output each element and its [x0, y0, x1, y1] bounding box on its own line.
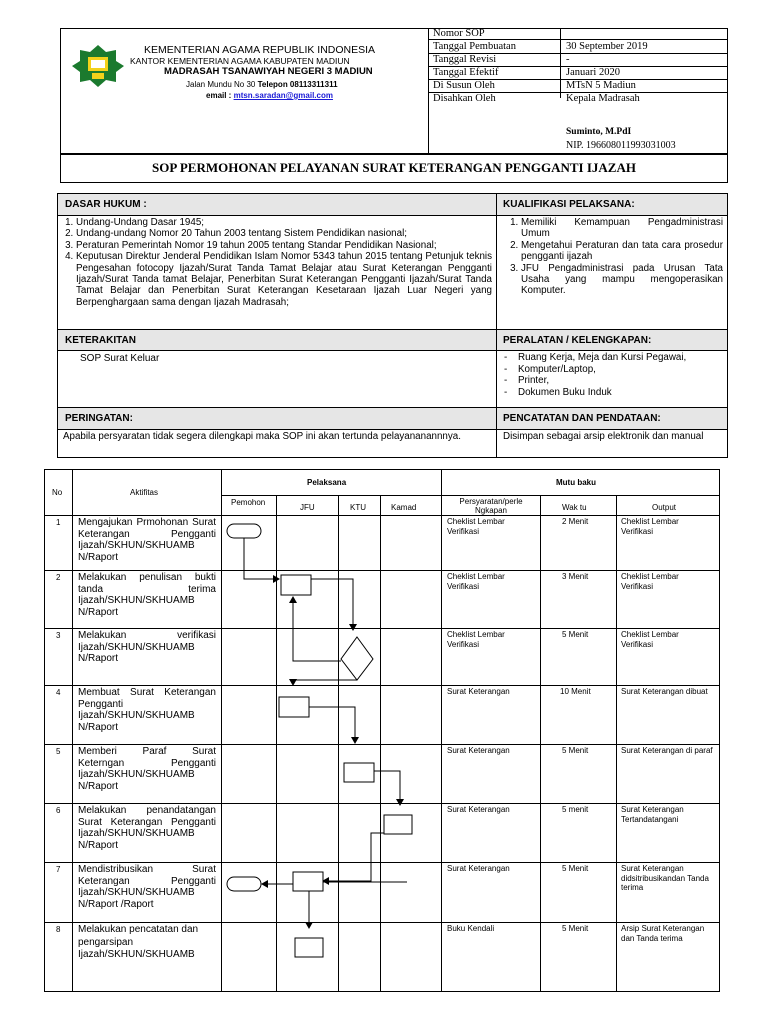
row-output: Arsip Surat Keterangan dan Tanda terima: [621, 924, 705, 943]
meta-value-pembuatan: 30 September 2019: [566, 41, 648, 52]
flow-end-terminator: [227, 877, 261, 891]
peralatan-heading: PERALATAN / KELENGKAPAN:: [503, 335, 652, 346]
keterakitan-text: SOP Surat Keluar: [80, 353, 160, 364]
row-output: Cheklist Lembar Verifikasi: [621, 517, 679, 536]
meta-label-nomor: Nomor SOP: [433, 28, 485, 39]
row-aktifitas: Mendistribusikan Surat Keterangan Pengganti Ijazah/SKHUN/SKHUAMB N/Raport /Raport: [78, 864, 216, 910]
col-header-mutu: Mutu baku: [556, 478, 596, 487]
kualifikasi-heading: KUALIFIKASI PELAKSANA:: [503, 199, 635, 210]
row-persyaratan: Cheklist Lembar Verifikasi: [447, 630, 505, 649]
row-output: Surat Keterangan didsitribusikandan Tanda terima: [621, 864, 709, 892]
school-name: MADRASAH TSANAWIYAH NEGERI 3 MADIUN: [164, 66, 373, 77]
kualifikasi-item: 3. JFU Pengadministrasi pada Urusan Tata Usaha yang mampu mengoperasikan Komputer.: [521, 263, 723, 297]
row-output: Surat Keterangan dibuat: [621, 687, 708, 696]
kualifikasi-list: [501, 217, 723, 297]
row-persyaratan: Surat Keterangan: [447, 687, 510, 696]
keterakitan-heading: KETERAKITAN: [65, 335, 136, 346]
row-output: Surat Keterangan Tertandatangani: [621, 805, 684, 824]
row-persyaratan: Cheklist Lembar Verifikasi: [447, 572, 505, 591]
peralatan-item: - Printer,: [504, 375, 724, 387]
row-persyaratan: Surat Keterangan: [447, 805, 510, 814]
col-header-pelaksana: Pelaksana: [307, 478, 347, 487]
row-no: 5: [56, 747, 61, 756]
page-title: SOP PERMOHONAN PELAYANAN SURAT KETERANGAN PENGGANTI IJAZAH: [152, 160, 636, 175]
row-aktifitas: Melakukan verifikasi Ijazah/SKHUN/SKHUAMB N/Raport: [78, 630, 216, 664]
col-header-ktu: KTU: [350, 503, 366, 512]
row-aktifitas: Melakukan penulisan bukti tanda terima Ijazah/SKHUN/SKHUAMB N/Raport: [78, 572, 216, 618]
row-persyaratan: Buku Kendali: [447, 924, 495, 933]
ministry-name: KEMENTERIAN AGAMA REPUBLIK INDONESIA: [144, 44, 376, 56]
row-no: 8: [56, 925, 61, 934]
email-link[interactable]: mtsn.saradan@gmail.com: [233, 91, 333, 100]
col-header-aktifitas: Aktifitas: [130, 488, 159, 497]
row-waktu: 5 Menit: [562, 864, 589, 873]
col-header-waktu: Wak tu: [562, 503, 587, 512]
peralatan-list: [504, 352, 724, 398]
dasar-hukum-item: 2. Undang-undang Nomor 20 Tahun 2003 tentang Sistem Pendidikan nasional;: [76, 228, 492, 239]
peringatan-heading: PERINGATAN:: [65, 413, 133, 424]
dasar-hukum-item: 4. Keputusan Direktur Jenderal Pendidikan Islam Nomor 5343 tahun 2015 tentang Petunjuk teknis Pengesahan fotocopy Ijazah/Surat Tanda Tamat Belajar atau Surat Keterangan Pengganti Ijazah/Surat Tanda tamat Belajar, Penerbitan Surat Keterangan Pengganti Ijazah/Surat Tanda Tamat Belajar dan Penerbitan Surat Keterangan Kesetaraan Ijazah Luar Negeri yang Berpenghargaan sama dengan Ijazah Madrasah;: [76, 251, 492, 308]
row-waktu: 3 Menit: [562, 572, 589, 581]
meta-value-disahkan: Kepala Madrasah: [566, 93, 640, 104]
flow-process-box: [384, 815, 412, 834]
meta-label-revisi: Tanggal Revisi: [433, 54, 497, 65]
row-persyaratan: Cheklist Lembar Verifikasi: [447, 517, 505, 536]
flow-connector: [311, 579, 353, 630]
row-waktu: 5 Menit: [562, 630, 589, 639]
row-no: 2: [56, 573, 61, 582]
flow-decision-diamond: [341, 637, 373, 680]
email-line: email : mtsn.saradan@gmail.com: [206, 91, 333, 100]
peralatan-item: - Komputer/Laptop,: [504, 364, 724, 376]
flow-process-box: [281, 575, 311, 595]
meta-label-efektif: Tanggal Efektif: [433, 67, 499, 78]
meta-label-pembuatan: Tanggal Pembuatan: [433, 41, 516, 52]
meta-label-disusun: Di Susun Oleh: [433, 80, 495, 91]
row-no: 1: [56, 518, 61, 527]
peringatan-text: Apabila persyaratan tidak segera dilengkapi maka SOP ini akan tertunda pelayananannnya.: [63, 431, 461, 442]
flow-connector: [374, 771, 400, 805]
dasar-hukum-heading: DASAR HUKUM :: [65, 199, 147, 210]
row-no: 7: [56, 865, 61, 874]
meta-label-disahkan: Disahkan Oleh: [433, 93, 496, 104]
row-output: Cheklist Lembar Verifikasi: [621, 630, 679, 649]
phone-number: Telepon 08113311311: [257, 80, 338, 89]
kualifikasi-item: 2. Mengetahui Peraturan dan tata cara prosedur pengganti ijazah: [521, 240, 723, 263]
flowchart-diagram: [221, 515, 441, 992]
pencatatan-heading: PENCATATAN DAN PENDATAAN:: [503, 413, 661, 424]
signer-nip: NIP. 196608011993031003: [566, 140, 676, 151]
flow-connector: [244, 538, 279, 579]
row-output: Surat Keterangan di paraf: [621, 746, 713, 755]
flow-connector: [309, 707, 355, 743]
flow-connector: [293, 597, 341, 661]
meta-value-revisi: -: [566, 54, 570, 65]
col-header-jfu: JFU: [300, 503, 315, 512]
peralatan-item: - Ruang Kerja, Meja dan Kursi Pegawai,: [504, 352, 724, 364]
flow-process-box: [279, 697, 309, 717]
row-output: Cheklist Lembar Verifikasi: [621, 572, 679, 591]
row-waktu: 2 Menit: [562, 517, 589, 526]
row-aktifitas: Membuat Surat Keterangan Pengganti Ijazah/SKHUN/SKHUAMB N/Raport: [78, 687, 216, 733]
address-line: Jalan Mundu No 30 Telepon 08113311311: [186, 80, 338, 89]
flow-start-terminator: [227, 524, 261, 538]
row-no: 6: [56, 806, 61, 815]
row-waktu: 10 Menit: [560, 687, 591, 696]
row-waktu: 5 Menit: [562, 746, 589, 755]
dasar-hukum-item: 1. Undang-Undang Dasar 1945;: [76, 217, 492, 228]
row-no: 4: [56, 688, 61, 697]
row-aktifitas: Melakukan pencatatan dan pengarsipan Ijazah/SKHUN/SKHUAMB: [78, 924, 199, 960]
dasar-hukum-item: 3. Peraturan Pemerintah Nomor 19 tahun 2005 tentang Standar Pendidikan Nasional;: [76, 240, 492, 251]
flow-process-box: [295, 938, 323, 957]
row-waktu: 5 menit: [562, 805, 589, 814]
flow-process-box: [293, 872, 323, 891]
col-header-kamad: Kamad: [391, 503, 417, 512]
row-aktifitas: Memberi Paraf Surat Keterngan Pengganti Ijazah/SKHUN/SKHUAMB N/Raport: [78, 746, 216, 792]
pencatatan-text: Disimpan sebagai arsip elektronik dan manual: [503, 431, 704, 442]
col-header-persyaratan: Persyaratan/perle Ngkapan: [459, 497, 523, 515]
flow-process-box: [344, 763, 374, 782]
office-name: KANTOR KEMENTERIAN AGAMA KABUPATEN MADIUN: [130, 56, 350, 66]
col-header-pemohon: Pemohon: [231, 498, 266, 507]
kemenag-logo-icon: [70, 44, 126, 88]
row-waktu: 5 Menit: [562, 924, 589, 933]
col-header-output: Output: [652, 503, 677, 512]
col-header-no: No: [52, 488, 63, 497]
meta-value-efektif: Januari 2020: [566, 67, 620, 78]
flow-connector: [323, 833, 384, 881]
row-aktifitas: Mengajukan Prmohonan Surat Keterangan Pengganti Ijazah/SKHUN/SKHUAMB N/Raport: [78, 517, 216, 563]
row-persyaratan: Surat Keterangan: [447, 746, 510, 755]
peralatan-item: - Dokumen Buku Induk: [504, 387, 724, 399]
signer-name: Suminto, M.PdI: [566, 127, 632, 137]
row-no: 3: [56, 631, 61, 640]
meta-value-disusun: MTsN 5 Madiun: [566, 80, 636, 91]
kualifikasi-item: 1. Memiliki Kemampuan Pengadministrasi Umum: [521, 217, 723, 240]
flow-connector: [293, 680, 357, 685]
dasar-hukum-list: [62, 217, 492, 308]
row-persyaratan: Surat Keterangan: [447, 864, 510, 873]
row-aktifitas: Melakukan penandatangan Surat Keterangan Pengganti Ijazah/SKHUN/SKHUAMB N/Raport: [78, 805, 216, 851]
